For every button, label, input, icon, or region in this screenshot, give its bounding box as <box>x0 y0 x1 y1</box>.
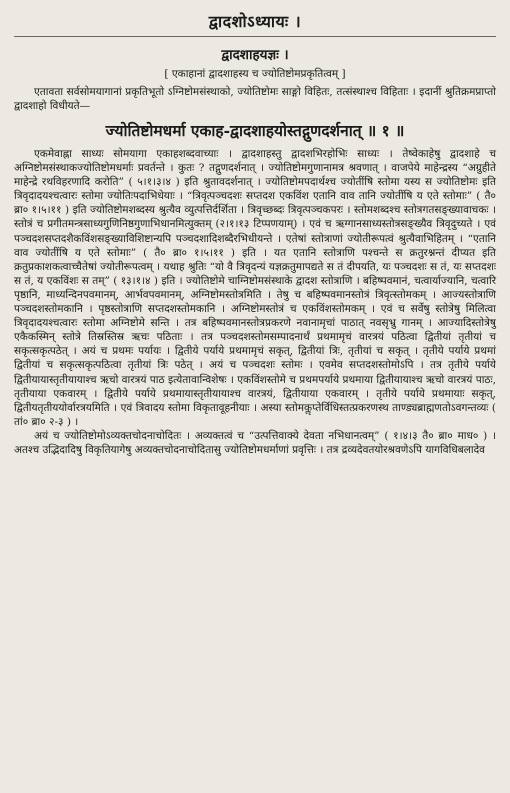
sutra-heading: ज्योतिष्टोमधर्मा एकाह-द्वादशाहयोस्तद्गुणदर्शनात् ॥ १ ॥ <box>105 121 405 140</box>
chapter-title: द्वादशोऽध्यायः । <box>208 12 302 31</box>
header-rule <box>14 36 496 37</box>
commentary-paragraph: एकमेवाह्ना साध्यः सोमयागा एकाहशब्दवाच्याः । द्वादशाहस्तु द्वादशभिरहोभिः साध्यः । तेष्वेकाहेषु द्वादशाहे च अग्निष्टोमसंस्थाकज्योतिष्टोमधर्माः प्रवर्तन्ते । कुतः ? तद्गुणदर्शनात् । ज्योतिष्टोमगुणानामत्र श्रवणात् । वाजपेये माहेन्द्रस्य “अग्रुहीते माहेन्द्रे रथविहरणादि करोति” ( ५।१।३।४ ) इति श्रुतावदर्शनात् । ज्योतिष्टोमपदार्थश्च ज्योतींषि स्तोमा यस्य स ज्योतिष्टोमः इति त्रिवृदादयश्चत्वारः स्तोमा ज्योतिःपदाभिधेयाः । “त्रिवृत्पञ्चदशः सप्तदश एकविंश एतानि वाव तानि ज्योतींषि य एते स्तोमाः” ( तै० ब्रा० १।५।११ ) इति ज्योतिष्टोमशब्दस्य श्रुत्यैव व्युत्पत्तिर्दर्शिता । त्रिवृच्छब्दः त्रिवृत्पञ्चकपरः । स्तोमशब्दश्च स्तोत्रगतसङ्ख्यावाचकः । स्तोत्रं च प्रगीतमन्त्रसाध्यगुणिनिष्ठगुणाभिधानमित्युक्तम् (२।१।१३ टिप्पणयाम्) । एवं च ऋग्गानसाध्यस्तोत्रसङ्ख्यैव त्रिवृदुच्यते । एवं पञ्चदशसप्तदशैकविंशसङ्ख्याविशिष्टान्यपि पञ्चदशादिशब्दैरभिधीयन्ते । एतेषां स्तोत्राणां ज्योतीरूपत्वं श्रुत्यैवाभिहितम् । “एतानि वाव ज्योतींषि य एते स्तोमाः” ( तै० ब्रा० १।५।११ ) इति । यत एतानि स्तोत्राणि पश्चन्ते स क्रतुरश्नन्तं दीप्यत इति क्रतुप्रकाशकत्वाच्चैतेषां ज्योतीरूपत्वम् । यथाह श्रुतिः “यो वै त्रिवृदन्यं यज्ञक्रतुमापद्यते स तं दीपयति, यः पञ्चदशः स तं, यः सप्तदशः स तं, य एकविंशः स तम्” ( १३।१।४ ) इति । ज्योतिष्टोमे चाग्निष्टोमसंस्थाके द्वादश स्तोत्राणि । बहिष्पवमानं, चत्वार्याज्यानि, चत्वारि पृष्ठानि, माध्यन्दिनपवमानम्, आर्भवपवमानम्, अग्निष्टोमस्तोत्रमिति । तेषु च बहिष्पवमानस्तोत्रं त्रिवृत्स्तोमकम् । आज्यस्तोत्राणि पञ्चदशस्तोमकानि । पृष्ठस्तोत्राणि सप्तदशस्तोमकानि । अग्निष्टोमस्तोत्रं च एकविंशस्तोमकम् । एवं च सर्वेषु स्तोत्रेषु मिलित्वा त्रिवृदादयश्चत्वारः स्तोमा अग्निष्टोमे सन्ति । तत्र बहिष्पवमानस्तोत्रप्रकरणे नवानामृचां पाठात् नवसृभ्रु गानम् । आज्यादिस्तोत्रेषु एकैकस्मिन् स्तोत्रे तिस्रस्तिस्र ऋचः पठिताः । तत्र पञ्चदशस्तोमसम्पादनार्थं प्रथमामृचं वारत्रयं पठित्वा द्वितीयां तृतीयां च सकृत्सकृत्पठेत् । अयं च प्रथमः पर्यायः । द्वितीये पर्याये प्रथमामृचं सकृत्, द्वितीयां त्रिः, तृतीयां च सकृत् । तृतीये पर्याये प्रथमां द्वितीयां च सकृत्सकृत्पठित्वा तृतीयां त्रिः पठेत् । अयं च पञ्चदशः स्तोमः । एवमेव सप्तदशस्तोमोऽपि । तत्र तृतीये पर्याये द्वितीयायास्तृतीयायाश्च ऋचो वारत्रयं पाठ इत्येतावान्विशेषः । एकविंशस्तोमे च प्रथमपर्याये प्रथमाया द्वितीयायाश्च ऋचो वारत्रयं पाठः, तृतीयाया एकवारम् । द्वितीये पर्याये प्रथमायास्तृतीयायाश्च वारत्रयं, द्वितीयाया एकवारम् । तृतीये पर्याये प्रथमायाः सकृत्, द्वितीयतृतीययोर्वारत्रयमिति । एवं त्रिवादय स्तोमा विकृतावूहनीयाः । अस्या स्तोमकॢप्तेर्विधिस्तत्प्रकरणस्थ ताण्ड्यब्राह्मणतोऽवगन्तव्यः ( तां० ब्रा० २-३ ) । <box>14 148 496 428</box>
bracket-note: [ एकाहानां द्वादशाहस्य च ज्योतिष्टोमप्रकृतित्वम् ] <box>164 68 346 80</box>
commentary-body <box>14 147 496 457</box>
section-title: द्वादशाहयज्ञः । <box>221 47 289 63</box>
commentary-paragraph: अयं च ज्योतिष्टोमोऽव्यक्तचोदनाचोदितः । अव्यक्तत्वं च “उत्पत्तिवाक्ये देवता नभिधानत्वम्” ( १।४।३ तै० ब्रा० माध० ) । अतश्च उद्भिदादिषु विकृतियागेषु अव्यक्तचोदनाचोदितासु ज्योतिष्टोमधर्माणां प्रवृत्तिः । तत्र द्रव्यदेवतयोरश्रवणेऽपि यागविधिबलादेव <box>14 429 496 456</box>
intro-paragraph: एतावता सर्वसोमयागानां प्रकृतिभूतो ऽग्निष्टोमसंस्थाको, ज्योतिष्टोमः साङ्गो विहितः, तत्संस्थाश्च विहिताः । इदानीं श्रुतिक्रमप्राप्तो द्वादशाहो विधीयते— <box>14 86 496 112</box>
